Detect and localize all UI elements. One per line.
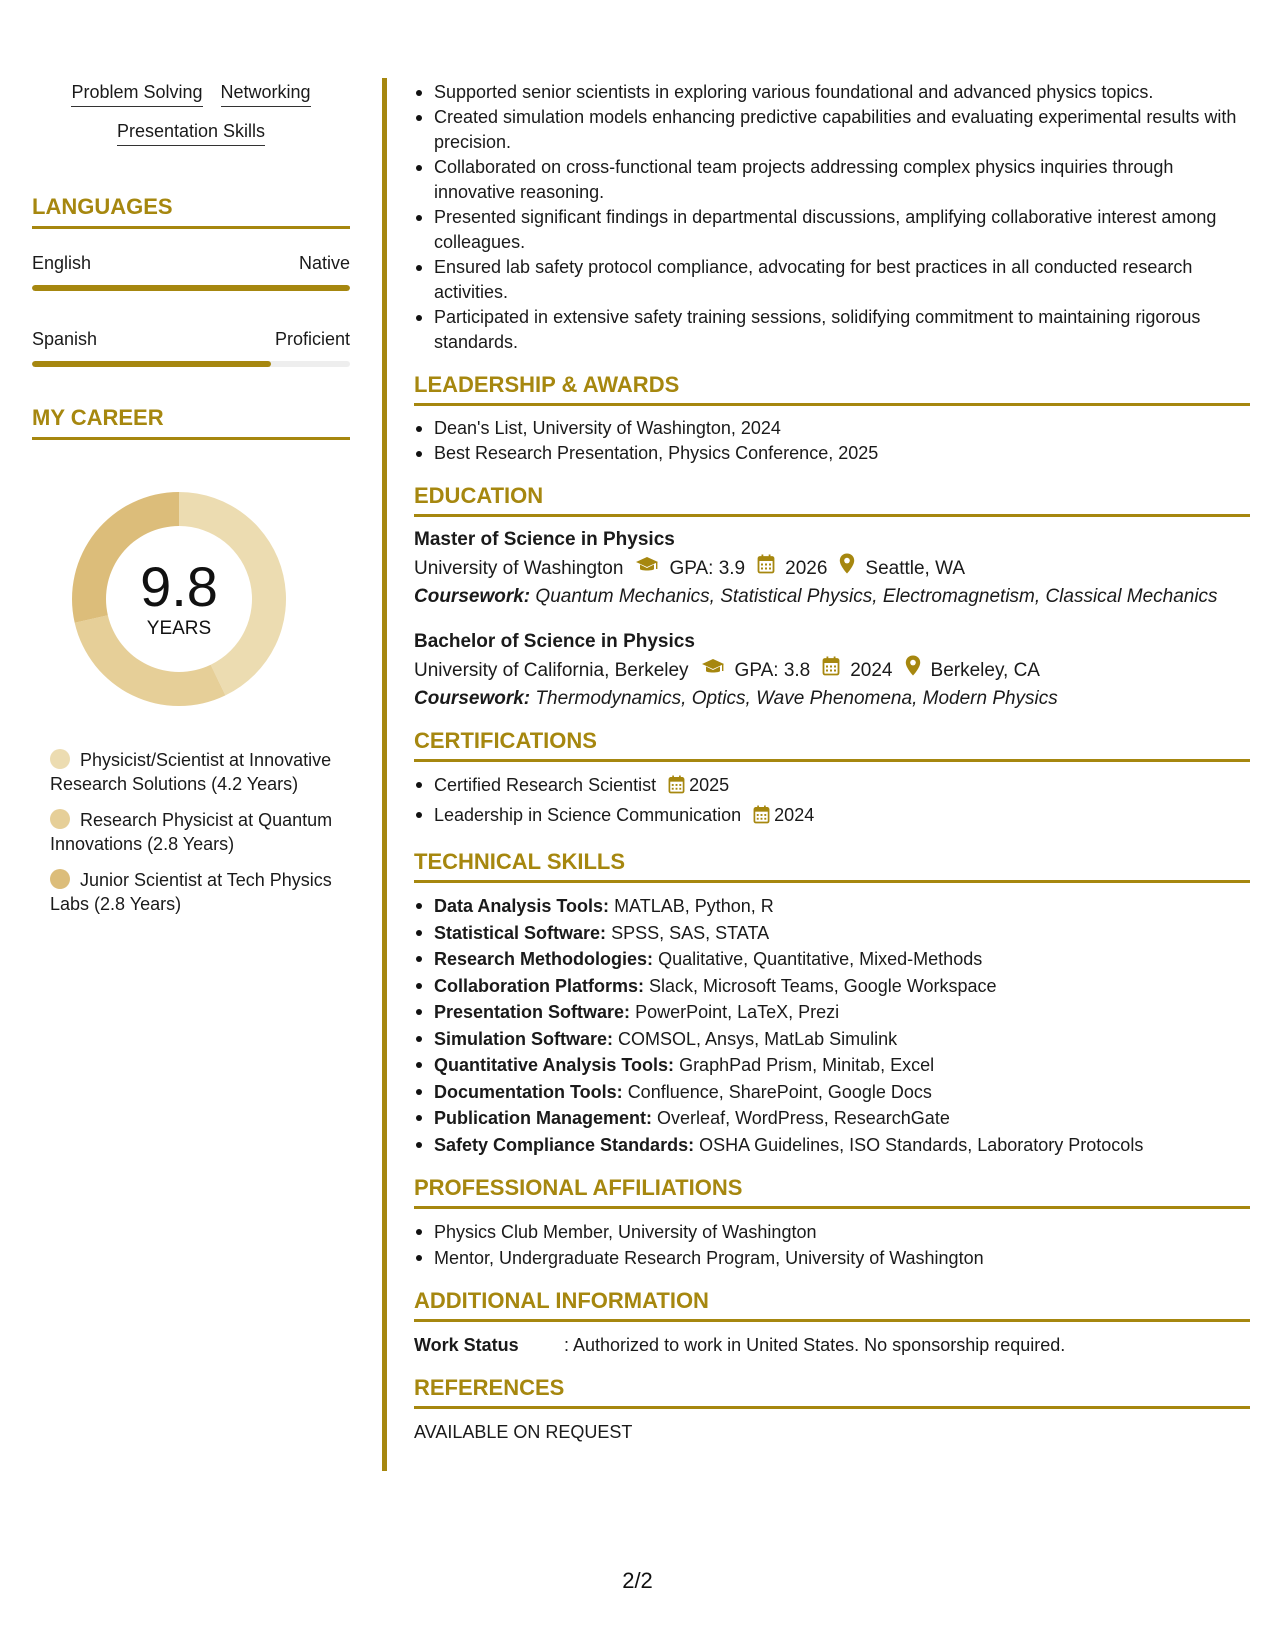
map-pin-icon <box>839 553 855 584</box>
certification-year: 2025 <box>689 775 730 795</box>
map-pin-icon <box>905 655 921 686</box>
technical-skill-item <box>414 946 1250 973</box>
degree-title: Master of Science in Physics <box>414 529 675 550</box>
affiliation-item: Mentor, Undergraduate Research Program, University of Washington <box>414 1245 1250 1271</box>
skill-label: Quantitative Analysis Tools: <box>434 1055 675 1075</box>
references-section <box>414 1374 1250 1445</box>
coursework-text: Quantum Mechanics, Statistical Physics, Electromagnetism, Classical Mechanics <box>535 586 1218 607</box>
certification-item <box>414 772 1250 802</box>
technical-skill-item <box>414 1079 1250 1106</box>
affiliation-item: Physics Club Member, University of Washington <box>414 1219 1250 1245</box>
coursework-label: Coursework: <box>414 688 531 709</box>
skill-value: MATLAB, Python, R <box>614 896 774 916</box>
right-column <box>414 80 1250 1445</box>
school-location: Berkeley, CA <box>930 659 1040 681</box>
skill-value: GraphPad Prism, Minitab, Excel <box>679 1055 935 1075</box>
language-list <box>32 251 350 367</box>
career-legend <box>50 748 340 916</box>
graduation-year: 2026 <box>785 557 828 579</box>
certification-name: Certified Research Scientist <box>434 775 657 795</box>
language-level: Native <box>298 253 350 273</box>
languages-heading: LANGUAGES <box>32 194 350 229</box>
skill-label: Collaboration Platforms: <box>434 975 645 996</box>
technical-skills-heading: TECHNICAL SKILLS <box>414 848 1250 883</box>
calendar-icon <box>757 554 775 584</box>
leadership-list <box>414 416 1250 466</box>
career-section <box>32 405 350 916</box>
references-heading: REFERENCES <box>414 1374 1250 1409</box>
references-text: AVAILABLE ON REQUEST <box>414 1422 633 1442</box>
certifications-heading: CERTIFICATIONS <box>414 727 1250 762</box>
language-name: Spanish <box>32 329 98 349</box>
career-legend-item <box>50 748 340 796</box>
skill-tag: Problem Solving <box>71 80 202 107</box>
leadership-heading: LEADERSHIP & AWARDS <box>414 371 1250 406</box>
education-heading: EDUCATION <box>414 482 1250 517</box>
experience-bullets <box>414 80 1250 355</box>
skill-label: Statistical Software: <box>434 922 607 943</box>
skill-label: Documentation Tools: <box>434 1081 623 1102</box>
school-location: Seattle, WA <box>865 557 966 579</box>
technical-skill-item <box>414 999 1250 1026</box>
certification-year: 2024 <box>774 805 815 825</box>
skill-label: Publication Management: <box>434 1108 653 1128</box>
career-legend-item <box>50 808 340 856</box>
graduation-cap-icon <box>635 554 659 584</box>
certification-item <box>414 802 1250 832</box>
career-total-value: 9.8 <box>140 555 218 618</box>
education-section <box>414 482 1250 711</box>
skill-value: COMSOL, Ansys, MatLab Simulink <box>618 1028 898 1049</box>
leadership-item: Best Research Presentation, Physics Conference, 2025 <box>414 441 1250 466</box>
technical-skill-item <box>414 893 1250 920</box>
skill-value: Qualitative, Quantitative, Mixed-Methods <box>658 949 983 969</box>
skill-tag: Presentation Skills <box>117 119 265 146</box>
certifications-list <box>414 772 1250 832</box>
language-level: Proficient <box>274 329 350 349</box>
experience-bullet: Created simulation models enhancing predictive capabilities and evaluating experimental results with precision. <box>414 105 1250 155</box>
technical-skill-item <box>414 1052 1250 1079</box>
career-heading: MY CAREER <box>32 405 350 440</box>
education-entry <box>414 629 1250 711</box>
skill-value: Slack, Microsoft Teams, Google Workspace <box>649 975 997 996</box>
school-name: University of Washington <box>414 557 624 579</box>
skill-value: Confluence, SharePoint, Google Docs <box>627 1081 932 1102</box>
skill-label: Research Methodologies: <box>434 949 654 969</box>
career-legend-item <box>50 868 340 916</box>
technical-skill-item <box>414 920 1250 947</box>
education-entry <box>414 527 1250 609</box>
language-bar-fill <box>32 361 271 367</box>
experience-bullet: Collaborated on cross-functional team projects addressing complex physics inquiries through innovative reasoning. <box>414 155 1250 205</box>
technical-skill-item <box>414 973 1250 1000</box>
experience-bullet: Presented significant findings in departmental discussions, amplifying collaborative interest among colleagues. <box>414 205 1250 255</box>
affiliations-section <box>414 1174 1250 1271</box>
technical-skill-item <box>414 1132 1250 1159</box>
technical-skills-list <box>414 893 1250 1158</box>
calendar-icon <box>668 775 685 802</box>
coursework-line <box>414 686 1250 711</box>
calendar-icon <box>753 805 770 832</box>
skill-value: OSHA Guidelines, ISO Standards, Laboratory Protocols <box>699 1134 1144 1155</box>
skill-value: Overleaf, WordPress, ResearchGate <box>657 1108 950 1128</box>
skill-value: SPSS, SAS, STATA <box>611 922 770 943</box>
additional-info-heading: ADDITIONAL INFORMATION <box>414 1287 1250 1322</box>
skill-value: PowerPoint, LaTeX, Prezi <box>635 1002 840 1022</box>
languages-section <box>32 194 350 367</box>
technical-skill-item <box>414 1105 1250 1132</box>
skill-label: Simulation Software: <box>434 1028 614 1049</box>
experience-bullet: Participated in extensive safety training sessions, solidifying commitment to maintaining rigorous standards. <box>414 305 1250 355</box>
work-status-label: Work Status <box>414 1335 519 1355</box>
skill-tag: Networking <box>221 80 311 107</box>
language-item <box>32 251 350 291</box>
legend-dot <box>50 809 70 829</box>
degree-title: Bachelor of Science in Physics <box>414 631 695 652</box>
graduation-year: 2024 <box>850 659 893 681</box>
language-name: English <box>32 253 92 273</box>
affiliations-heading: PROFESSIONAL AFFILIATIONS <box>414 1174 1250 1209</box>
technical-skills-section <box>414 848 1250 1158</box>
leadership-item: Dean's List, University of Washington, 2024 <box>414 416 1250 441</box>
experience-bullet: Supported senior scientists in exploring various foundational and advanced physics topics. <box>414 80 1250 105</box>
gpa-value: GPA: 3.9 <box>669 557 746 579</box>
skill-label: Safety Compliance Standards: <box>434 1134 695 1155</box>
skill-label: Data Analysis Tools: <box>434 896 610 916</box>
graduation-cap-icon <box>701 656 725 686</box>
career-total-unit: YEARS <box>146 618 212 639</box>
column-divider <box>382 78 387 1471</box>
career-legend-text: Physicist/Scientist at Innovative Research Solutions (4.2 Years) <box>50 750 332 794</box>
career-donut-chart <box>64 484 294 714</box>
school-name: University of California, Berkeley <box>414 659 689 681</box>
left-column <box>32 80 350 928</box>
language-bar <box>32 361 350 367</box>
calendar-icon <box>822 656 840 686</box>
skill-label: Presentation Software: <box>434 1002 631 1022</box>
work-status-value: : Authorized to work in United States. No sponsorship required. <box>564 1335 1066 1355</box>
career-legend-text: Junior Scientist at Tech Physics Labs (2.8 Years) <box>50 870 332 914</box>
skill-tags <box>32 80 350 146</box>
certifications-section <box>414 727 1250 832</box>
legend-dot <box>50 749 70 769</box>
coursework-text: Thermodynamics, Optics, Wave Phenomena, Modern Physics <box>535 688 1058 709</box>
gpa-value: GPA: 3.8 <box>734 659 811 681</box>
legend-dot <box>50 869 70 889</box>
coursework-label: Coursework: <box>414 586 531 607</box>
additional-info-section <box>414 1287 1250 1358</box>
experience-bullet: Ensured lab safety protocol compliance, advocating for best practices in all conducted research activities. <box>414 255 1250 305</box>
affiliations-list <box>414 1219 1250 1271</box>
language-bar <box>32 285 350 291</box>
leadership-section <box>414 371 1250 466</box>
technical-skill-item <box>414 1026 1250 1053</box>
language-bar-fill <box>32 285 350 291</box>
career-legend-text: Research Physicist at Quantum Innovations (2.8 Years) <box>50 810 333 854</box>
coursework-line <box>414 584 1250 609</box>
language-item <box>32 327 350 367</box>
certification-name: Leadership in Science Communication <box>434 805 742 825</box>
page-number: 2/2 <box>622 1568 653 1593</box>
